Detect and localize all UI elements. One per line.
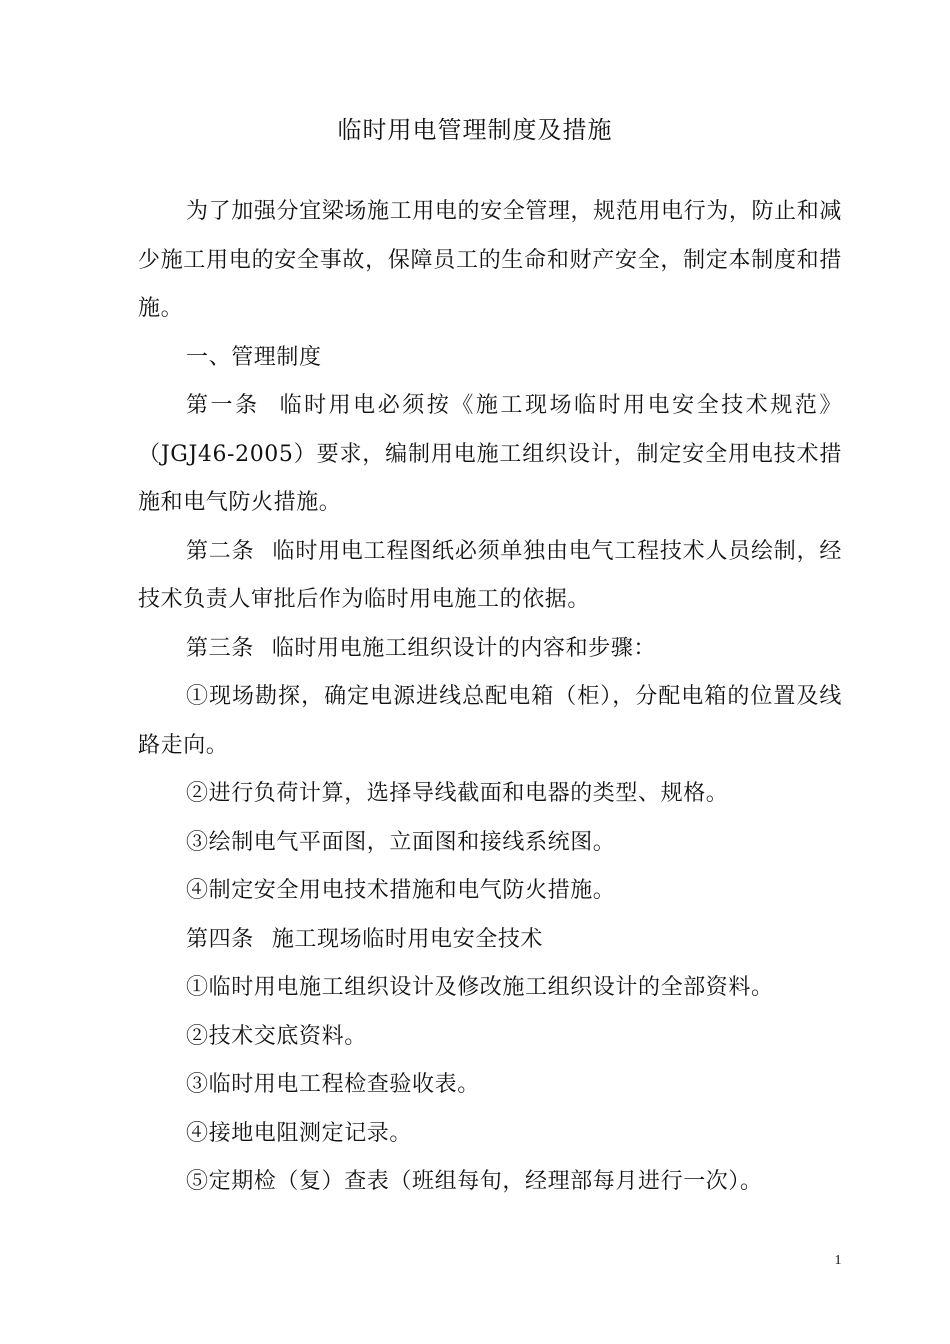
section-heading: [138, 334, 842, 383]
article-3-item-3: [138, 819, 842, 868]
intro-paragraph: [138, 188, 842, 334]
article-3-item-2-text: ②进行负荷计算，选择导线截面和电器的类型、规格。: [186, 781, 729, 806]
article-1-label: 第一条: [186, 393, 260, 418]
article-2-text: 临时用电工程图纸必须单独由电气工程技术人员绘制，经技术负责人审批后作为临时用电施工的依据。: [138, 538, 842, 612]
article-4-item-1: [138, 964, 842, 1013]
article-3-item-1: [138, 673, 842, 770]
page-number: 1: [834, 1253, 842, 1268]
document-title: 临时用电管理制度及措施: [337, 116, 613, 144]
article-3-item-3-text: ③绘制电气平面图，立面图和接线系统图。: [186, 829, 616, 855]
article-4-label: 第四条: [186, 926, 254, 952]
article-4-item-5: [138, 1158, 842, 1207]
article-4-item-2: [138, 1013, 842, 1062]
section-heading-text: 一、管理制度: [186, 344, 322, 370]
article-4-item-4: [138, 1110, 842, 1159]
article-2-label: 第二条: [186, 538, 255, 564]
article-4-item-2-text: ②技术交底资料。: [186, 1023, 367, 1049]
article-1-paragraph: [138, 382, 842, 528]
article-4-paragraph: [138, 916, 842, 965]
article-4-text: 施工现场临时用电安全技术: [271, 926, 544, 952]
article-4-item-3: [138, 1061, 842, 1110]
article-3-paragraph: [138, 625, 842, 674]
article-3-label: 第三条: [186, 635, 254, 661]
article-1-text: 临时用电必须按《施工现场临时用电安全技术规范》（JGJ46-2005）要求，编制用电施工组织设计，制定安全用电技术措施和电气防火措施。: [138, 393, 842, 515]
article-3-item-2: [138, 770, 842, 819]
article-4-item-4-text: ④接地电阻测定记录。: [186, 1120, 413, 1146]
article-4-item-3-text: ③临时用电工程检查验收表。: [186, 1072, 480, 1097]
article-4-item-5-text: ⑤定期检（复）查表（班组每旬，经理部每月进行一次）。: [186, 1169, 763, 1194]
article-3-item-1-text: ①现场勘探，确定电源进线总配电箱（柜），分配电箱的位置及线路走向。: [138, 684, 842, 758]
article-3-item-4-text: ④制定安全用电技术措施和电气防火措施。: [186, 878, 616, 903]
intro-text: 为了加强分宜梁场施工用电的安全管理，规范用电行为，防止和减少施工用电的安全事故，保障员工的生命和财产安全，制定本制度和措施。: [138, 199, 842, 321]
article-3-text: 临时用电施工组织设计的内容和步骤：: [271, 635, 657, 661]
article-3-item-4: [138, 867, 842, 916]
article-2-paragraph: [138, 528, 842, 625]
document-body: [138, 188, 842, 1207]
article-4-item-1-text: ①临时用电施工组织设计及修改施工组织设计的全部资料。: [186, 975, 774, 1000]
